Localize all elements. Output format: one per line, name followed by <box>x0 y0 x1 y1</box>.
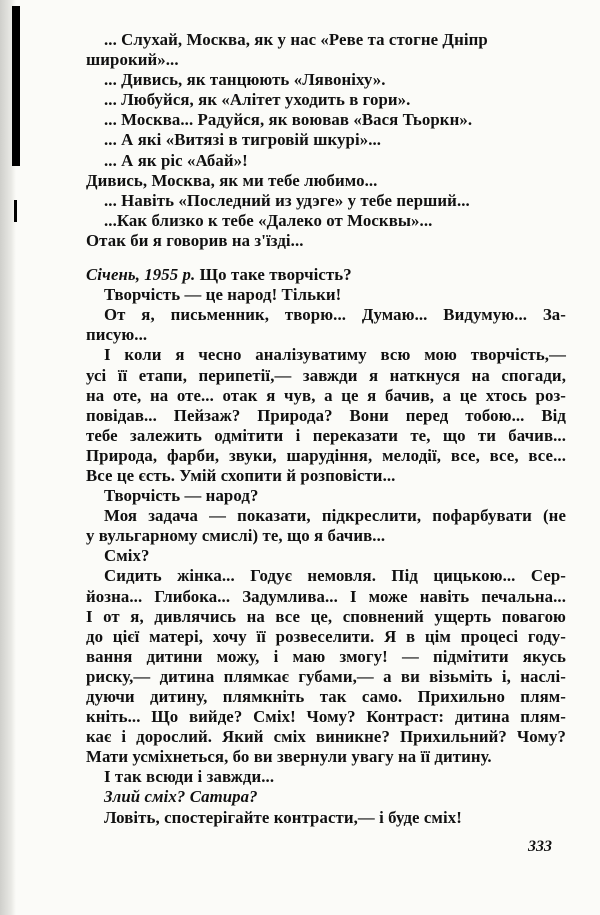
text-line: йозна... Глибока... Задумлива... І може навіть печальна... <box>86 586 566 606</box>
text-line: Злий сміх? Сатира? <box>104 787 258 807</box>
text-line: дуючи дитину, плямкніть так само. Прихильно плям- <box>86 687 566 706</box>
text-line: Сміх? <box>104 546 150 566</box>
text-line: Природа, фарби, звуки, шарудіння, мелодії, все, все, все... <box>86 445 566 465</box>
text-line: Творчість — народ? <box>104 486 259 506</box>
text-line: І от я, дивлячись на все це, сповнений ущерть повагою <box>86 606 566 626</box>
text-line: Моя задача — показати, підкреслити, пофарбувати (не <box>104 506 566 526</box>
text-line: От я, письменник, творю... Думаю... Видумую... За- <box>104 305 566 325</box>
text-line: до цієї матері, хочу її розвеселити. Я в цім процесі году- <box>86 626 566 646</box>
entry-heading <box>86 265 566 285</box>
text-line: Мати усміхнеться, бо ви звернули увагу на її дитину. <box>86 747 492 767</box>
text-line: ... Дивись, як танцюють «Лявоніху». <box>104 70 386 90</box>
text-line: Сидить жінка... Годує немовля. Під цицькою... Сер- <box>104 566 566 586</box>
page-number: 333 <box>528 838 552 855</box>
text-line: вання дитини можу, і маю змогу! — підмітити якусь <box>86 646 566 666</box>
text-line: І так всюди і завжди... <box>104 767 275 787</box>
text-line: кніть... Що вийде? Сміх! Чому? Контраст: дитина плям- <box>86 707 566 727</box>
text-line: ...Как близко к тебе «Далеко от Москвы»... <box>104 210 433 230</box>
text-line: Ловіть, спостерігайте контрасти,— і буде сміх! <box>104 807 462 827</box>
binding-mark <box>14 200 17 222</box>
text-line: ... Москва... Радуйся, як воював «Вася Тьоркн». <box>104 110 473 130</box>
entry-question: Що таке творчість? <box>199 265 352 285</box>
text-line: ... Любуйся, як «Алітет уходить в гори». <box>104 90 411 110</box>
text-line: повідав... Пейзаж? Природа? Вони перед тобою... Від <box>86 405 566 425</box>
text-line: Творчість — це народ! Тільки! <box>104 285 342 305</box>
text-line: І коли я чесно аналізуватиму всю мою творчість,— <box>104 345 566 365</box>
text-line: Отак би я говорив на з'їзді... <box>86 230 304 250</box>
text-line: Все це єсть. Умій схопити й розповісти... <box>86 465 396 485</box>
text-line: на оте, на оте... отак я чув, а це я бачив, а це хтось роз- <box>86 385 566 405</box>
entry-date: Січень, 1955 р. <box>86 265 196 285</box>
text-line: риску,— дитина плямкає губами,— а ви візьміть і, наслі- <box>86 666 566 686</box>
text-line: кає і дорослий. Який сміх виникне? Прихильний? Чому? <box>86 727 566 747</box>
text-line: ... Слухай, Москва, як у нас «Реве та стогне Дніпр <box>104 30 488 49</box>
text-line: тебе залежить одмітити і переказати те, що ти бачив... <box>86 425 566 445</box>
text-line: писую... <box>86 325 148 345</box>
text-line: усі її етапи, перипетії,— завжди я наткнуся на спогади, <box>86 365 566 385</box>
text-line: у вульгарному смислі) те, що я бачив... <box>86 526 386 546</box>
text-line: ... А які «Витязі в тигровій шкурі»... <box>104 130 382 150</box>
binding-shadow <box>12 6 20 166</box>
text-line: Дивись, Москва, як ми тебе любимо... <box>86 170 378 190</box>
text-line: ... А як ріс «Абай»! <box>104 150 248 170</box>
text-line: широкий»... <box>86 50 179 70</box>
text-line: ... Навіть «Последний из удэге» у тебе перший... <box>104 190 470 210</box>
page-text <box>86 30 566 828</box>
